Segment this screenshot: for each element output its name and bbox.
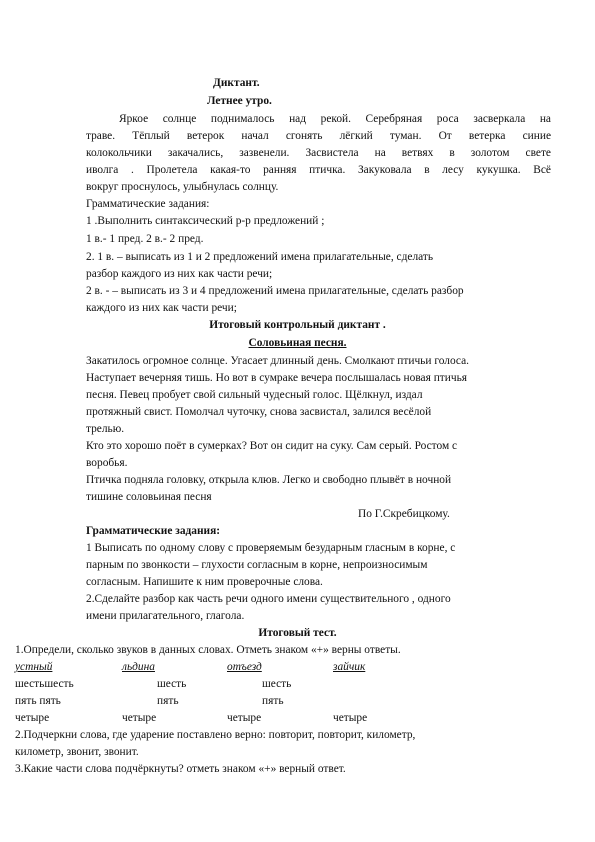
task-line: 2 в. - – выписать из 3 и 4 предложений имена прилагательные, сделать разбор bbox=[86, 285, 464, 297]
answer-option: четыре bbox=[333, 712, 368, 724]
paragraph-line: воробья. bbox=[86, 457, 128, 469]
paragraph-line: колокольчики закачались, зазвенели. Засвистела на ветвях в золотом свете bbox=[86, 147, 551, 159]
task-line: 1 .Выполнить синтаксический р-р предложений ; bbox=[86, 215, 325, 227]
paragraph-line: траве. Тёплый ветерок начал сгонять лёгкий туман. От ветерка синие bbox=[86, 130, 551, 142]
paragraph-line: Кто это хорошо поёт в сумерках? Вот он сидит на суку. Сам серый. Ростом с bbox=[86, 440, 458, 452]
task-line: парным по звонкости – глухости согласным в корне, непроизносимым bbox=[86, 559, 428, 571]
test-word: льдина bbox=[122, 661, 155, 673]
author-credit: По Г.Скребицкому. bbox=[358, 508, 450, 520]
paragraph-line: трелью. bbox=[86, 423, 125, 435]
answer-option: шесть bbox=[157, 678, 187, 690]
test-title: Итоговый тест. bbox=[258, 627, 337, 639]
task-line: 1 Выписать по одному слову с проверяемым безударным гласным в корне, с bbox=[86, 542, 456, 554]
task-line: разбор каждого из них как части речи; bbox=[86, 268, 273, 280]
test-word: отъезд bbox=[227, 661, 262, 673]
test-question: 2.Подчеркни слова, где ударение поставлено верно: повторит, повторит, километр, bbox=[15, 729, 416, 741]
answer-option: четыре bbox=[15, 712, 50, 724]
paragraph-line: протяжный свист. Помолчал чуточку, снова засвистал, залился весёлой bbox=[86, 406, 432, 418]
answer-option: четыре bbox=[227, 712, 262, 724]
test-question: 1.Определи, сколько звуков в данных словах. Отметь знаком «+» верны ответы. bbox=[15, 644, 401, 656]
task-line: 2.Сделайте разбор как часть речи одного имени существительного , одного bbox=[86, 593, 451, 605]
answer-option: пять пять bbox=[15, 695, 61, 707]
paragraph-line: вокруг проснулось, улыбнулась солнцу. bbox=[86, 181, 279, 193]
dictation-title: Диктант. bbox=[213, 77, 260, 89]
paragraph-line: Яркое солнце поднималось над рекой. Серебряная роса засверкала на bbox=[119, 113, 551, 125]
paragraph-line: песня. Певец пробует свой сильный чудесный голос. Щёлкнул, издал bbox=[86, 389, 423, 401]
test-question: 3.Какие части слова подчёркнуты? отметь знаком «+» верный ответ. bbox=[15, 763, 346, 775]
paragraph-line: иволга . Пролетела какая-то ранняя птичка. Закуковала в лесу кукушка. Всё bbox=[86, 164, 551, 176]
paragraph-line: Закатилось огромное солнце. Угасает длинный день. Смолкают птичьи голоса. bbox=[86, 355, 470, 367]
paragraph-line: тишине соловьиная песня bbox=[86, 491, 212, 503]
test-word: зайчик bbox=[333, 661, 366, 673]
paragraph-line: Птичка подняла головку, открыла клюв. Легко и свободно плывёт в ночной bbox=[86, 474, 452, 486]
task-line: каждого из них как части речи; bbox=[86, 302, 237, 314]
answer-option: шесть bbox=[262, 678, 292, 690]
task-line: 1 в.- 1 пред. 2 в.- 2 пред. bbox=[86, 233, 204, 245]
answer-option: пять bbox=[157, 695, 179, 707]
tasks-header: Грамматические задания: bbox=[86, 525, 221, 537]
test-question: километр, звонит, звонит. bbox=[15, 746, 139, 758]
dictation-subtitle: Соловьиная песня. bbox=[248, 337, 347, 349]
answer-option: четыре bbox=[122, 712, 157, 724]
answer-option: пять bbox=[262, 695, 284, 707]
task-line: 2. 1 в. – выписать из 1 и 2 предложений имена прилагательные, сделать bbox=[86, 251, 434, 263]
task-line: имени прилагательного, глагола. bbox=[86, 610, 245, 622]
paragraph-line: Наступает вечерняя тишь. Но вот в сумраке вечера послышалась новая птичья bbox=[86, 372, 468, 384]
task-line: согласным. Напишите к ним проверочные слова. bbox=[86, 576, 323, 588]
answer-option: шестьшесть bbox=[15, 678, 74, 690]
tasks-header: Грамматические задания: bbox=[86, 198, 210, 210]
dictation-title: Итоговый контрольный диктант . bbox=[209, 319, 386, 331]
dictation-subtitle: Летнее утро. bbox=[207, 95, 272, 107]
test-word: устный bbox=[15, 661, 53, 673]
